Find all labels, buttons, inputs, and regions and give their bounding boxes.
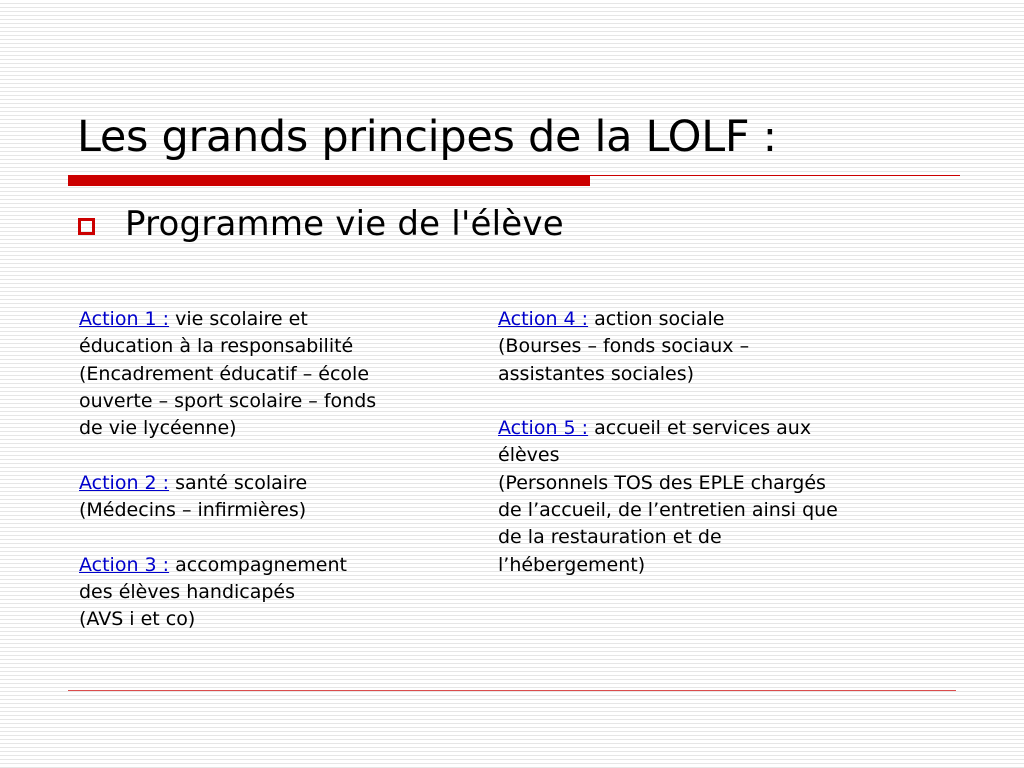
action-text-line: de la restauration et de [498, 526, 722, 549]
bullet-item [78, 204, 564, 244]
action-text-line: de vie lycéenne) [79, 417, 237, 440]
title-underline-thick [68, 175, 590, 186]
action-text-line: des élèves handicapés [79, 580, 296, 603]
action-first-line [79, 470, 479, 497]
action-block [79, 470, 479, 525]
action-text-line: l’hébergement) [498, 553, 646, 576]
action-label: Action 2 : [79, 471, 170, 494]
action-text: vie scolaire et [169, 308, 308, 330]
action-text-line: (AVS i et co) [79, 608, 196, 631]
action-block [498, 306, 968, 388]
action-first-line [498, 306, 968, 333]
footer-divider [68, 690, 956, 691]
action-text-line: éducation à la responsabilité [79, 335, 354, 358]
action-first-line [498, 415, 968, 442]
action-text-line: élèves [498, 444, 560, 467]
hollow-square-bullet-icon [78, 218, 95, 235]
action-text-line: de l’accueil, de l’entretien ainsi que [498, 499, 838, 522]
action-first-line [79, 552, 479, 579]
action-text-line: (Personnels TOS des EPLE chargés [498, 471, 826, 494]
right-column [498, 306, 968, 579]
bullet-text: Programme vie de l'élève [125, 204, 564, 244]
action-label: Action 5 : [498, 417, 589, 440]
action-label: Action 1 : [79, 308, 170, 330]
title-underline-thin [590, 175, 960, 176]
action-block [79, 552, 479, 634]
action-text: action sociale [588, 308, 725, 330]
action-text-line: (Médecins – infirmières) [79, 499, 307, 522]
action-label: Action 3 : [79, 553, 170, 576]
action-block [79, 306, 479, 442]
action-block [498, 415, 968, 579]
action-text: accompagnement [169, 553, 347, 576]
action-text: accueil et services aux [588, 417, 812, 440]
action-label: Action 4 : [498, 308, 589, 330]
action-text-line: (Bourses – fonds sociaux – [498, 335, 750, 358]
action-text-line: assistantes sociales) [498, 362, 695, 385]
action-text-line: (Encadrement éducatif – école [79, 362, 370, 385]
slide-title: Les grands principes de la LOLF : [77, 112, 777, 162]
action-text: santé scolaire [169, 471, 308, 494]
left-column [79, 306, 479, 634]
action-first-line [79, 306, 479, 333]
action-text-line: ouverte – sport scolaire – fonds [79, 389, 377, 412]
